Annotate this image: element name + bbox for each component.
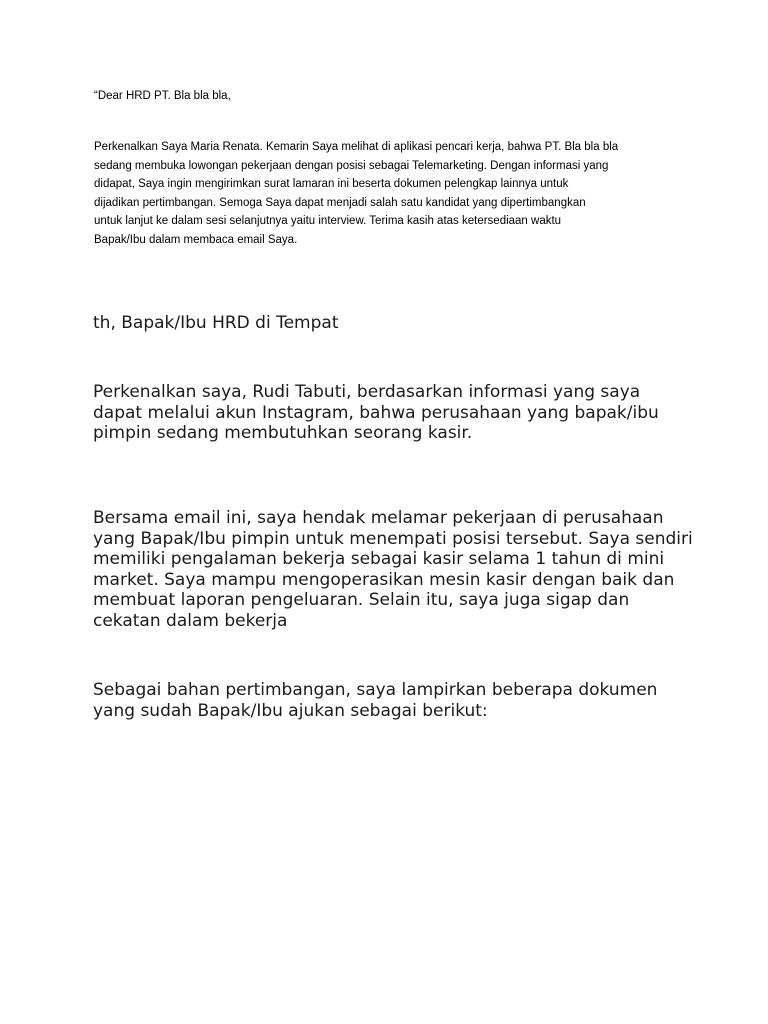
paragraph-line: market. Saya mampu mengoperasikan mesin kasir dengan baik dan — [93, 569, 675, 590]
paragraph-line: yang Bapak/Ibu pimpin untuk menempati posisi tersebut. Saya sendiri — [93, 528, 693, 549]
email2-paragraph-2 — [93, 508, 693, 632]
email1-greeting: “Dear HRD PT. Bla bla bla, — [94, 90, 231, 102]
email1-body — [94, 138, 618, 250]
email2-paragraph-3 — [93, 680, 657, 721]
paragraph-line: pimpin sedang membutuhkan seorang kasir. — [93, 423, 473, 444]
paragraph-line: dapat melalui akun Instagram, bahwa perusahaan yang bapak/ibu — [93, 402, 659, 423]
email1-body-line: didapat, Saya ingin mengirimkan surat lamaran ini beserta dokumen pelengkap lainnya untuk — [94, 178, 569, 191]
paragraph-line: Perkenalkan saya, Rudi Tabuti, berdasarkan informasi yang saya — [93, 382, 641, 402]
email2-greeting: th, Bapak/Ibu HRD di Tempat — [93, 313, 339, 333]
email2-paragraph-1 — [93, 382, 659, 444]
paragraph-line: memiliki pengalaman bekerja sebagai kasir selama 1 tahun di mini — [93, 549, 665, 570]
email1-body-line: Bapak/Ibu dalam membaca email Saya. — [94, 233, 298, 246]
email1-body-line: Perkenalkan Saya Maria Renata. Kemarin Saya melihat di aplikasi pencari kerja, bahwa PT. Bla bla bla — [94, 141, 619, 153]
email1-body-line: sedang membuka lowongan pekerjaan dengan posisi sebagai Telemarketing. Dengan informasi yang — [94, 159, 609, 172]
email1-body-line: dijadikan pertimbangan. Semoga Saya dapat menjadi salah satu kandidat yang dipertimbangkan — [94, 196, 586, 209]
paragraph-line: membuat laporan pengeluaran. Selain itu, saya juga sigap dan — [93, 590, 630, 611]
paragraph-line: yang sudah Bapak/Ibu ajukan sebagai berikut: — [93, 700, 488, 721]
paragraph-line: Bersama email ini, saya hendak melamar pekerjaan di perusahaan — [93, 508, 664, 528]
paragraph-line: Sebagai bahan pertimbangan, saya lampirkan beberapa dokumen — [93, 680, 658, 700]
paragraph-line: cekatan dalam bekerja — [93, 610, 288, 631]
email1-body-line: untuk lanjut ke dalam sesi selanjutnya yaitu interview. Terima kasih atas ketersediaan waktu — [94, 215, 562, 228]
